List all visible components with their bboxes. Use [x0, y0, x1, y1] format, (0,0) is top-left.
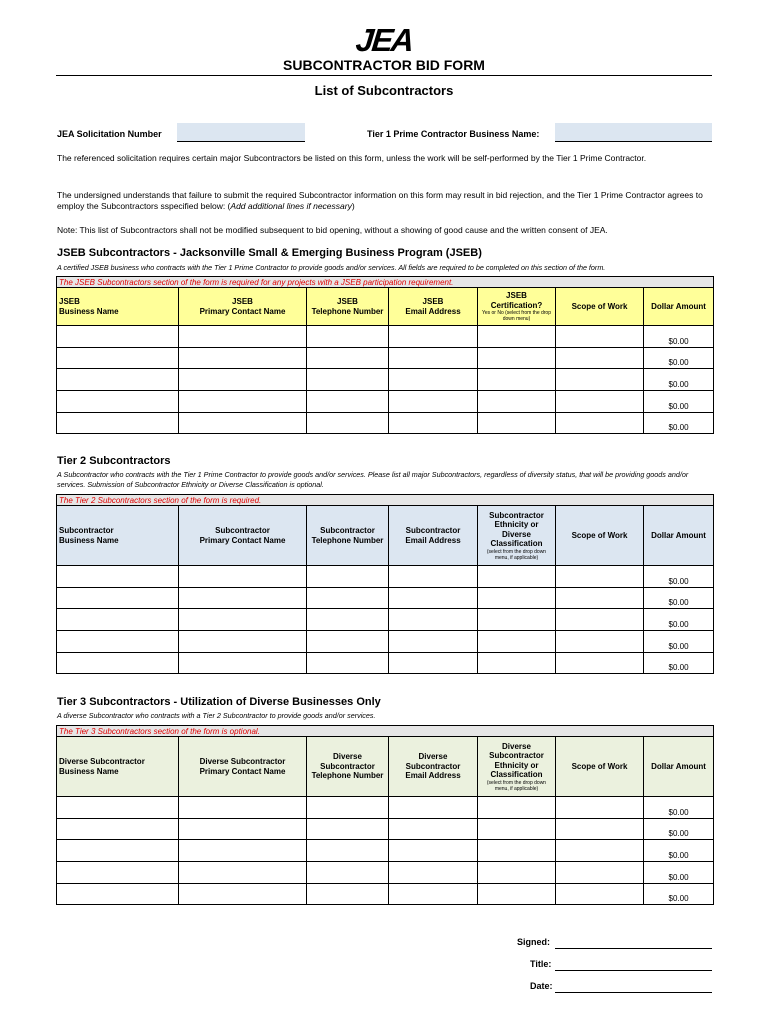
solicitation-number-label: JEA Solicitation Number	[57, 129, 162, 139]
table-row	[57, 369, 714, 391]
jseb-col-telephone: JSEB Telephone Number	[307, 288, 389, 326]
dollar-amount-cell[interactable]: $0.00	[644, 631, 714, 653]
jseb-col-amount: Dollar Amount	[644, 288, 714, 326]
tier2-requirement-note: The Tier 2 Subcontractors section of the form is required.	[57, 495, 714, 506]
date-line[interactable]	[555, 992, 712, 993]
jseb-table	[56, 276, 714, 434]
bid-rejection-paragraph: The undersigned understands that failure to submit the required Subcontractor information on this form may result in bid rejection, and the Tier 1 Prime Contractor agrees to employ the Subcontractors sspecified below: (Add additional lines if necessary)	[57, 190, 703, 211]
table-row	[57, 862, 714, 884]
jea-logo: JEA	[354, 22, 415, 58]
dollar-amount-cell[interactable]: $0.00	[644, 818, 714, 840]
table-row	[57, 566, 714, 588]
dollar-amount-cell[interactable]: $0.00	[644, 412, 714, 434]
tier3-col-contact-name: Diverse Subcontractor Primary Contact Name	[179, 737, 307, 797]
tier3-section-title: Tier 3 Subcontractors - Utilization of Diverse Businesses Only	[57, 696, 381, 708]
title-line[interactable]	[555, 970, 712, 971]
tier2-col-scope: Scope of Work	[556, 506, 644, 566]
tier2-col-contact-name: Subcontractor Primary Contact Name	[179, 506, 307, 566]
dollar-amount-cell[interactable]: $0.00	[644, 883, 714, 905]
dollar-amount-cell[interactable]: $0.00	[644, 326, 714, 348]
dollar-amount-cell[interactable]: $0.00	[644, 609, 714, 631]
table-row	[57, 818, 714, 840]
tier3-col-business-name: Diverse Subcontractor Business Name	[57, 737, 179, 797]
table-row	[57, 652, 714, 674]
jseb-section-title: JSEB Subcontractors - Jacksonville Small & Emerging Business Program (JSEB)	[57, 247, 482, 259]
dollar-amount-cell[interactable]: $0.00	[644, 369, 714, 391]
date-label: Date:	[530, 981, 553, 991]
table-row	[57, 347, 714, 369]
tier3-col-scope: Scope of Work	[556, 737, 644, 797]
intro-paragraph: The referenced solicitation requires certain major Subcontractors be listed on this form, unless the work will be self-performed by the Tier 1 Prime Contractor.	[57, 153, 647, 163]
tier2-col-ethnicity: Subcontractor Ethnicity or Diverse Classification (select from the drop down menu, if applicable)	[478, 506, 556, 566]
tier2-section-title: Tier 2 Subcontractors	[57, 455, 171, 467]
table-row	[57, 609, 714, 631]
jseb-section-desc: A certified JSEB business who contracts with the Tier 1 Prime Contractor to provide goods and/or services. All fields are required to be completed on this section of the form.	[57, 263, 606, 272]
dollar-amount-cell[interactable]: $0.00	[644, 566, 714, 588]
dollar-amount-cell[interactable]: $0.00	[644, 652, 714, 674]
table-row	[57, 631, 714, 653]
jseb-col-business-name: JSEB Business Name	[57, 288, 179, 326]
jseb-requirement-note: The JSEB Subcontractors section of the form is required for any projects with a JSEB participation requirement.	[57, 277, 714, 288]
table-row	[57, 326, 714, 348]
tier3-table	[56, 725, 714, 905]
dollar-amount-cell[interactable]: $0.00	[644, 862, 714, 884]
prime-contractor-field[interactable]	[555, 123, 712, 142]
jseb-col-contact-name: JSEB Primary Contact Name	[179, 288, 307, 326]
dollar-amount-cell[interactable]: $0.00	[644, 347, 714, 369]
tier2-col-telephone: Subcontractor Telephone Number	[307, 506, 389, 566]
table-row	[57, 587, 714, 609]
table-row	[57, 391, 714, 413]
tier3-col-amount: Dollar Amount	[644, 737, 714, 797]
tier3-section-desc: A diverse Subcontractor who contracts with a Tier 2 Subcontractor to provide goods and/or services.	[57, 711, 376, 720]
signed-line[interactable]	[555, 948, 712, 949]
table-row	[57, 412, 714, 434]
tier2-col-business-name: Subcontractor Business Name	[57, 506, 179, 566]
tier2-col-email: Subcontractor Email Address	[389, 506, 478, 566]
jseb-col-email: JSEB Email Address	[389, 288, 478, 326]
dollar-amount-cell[interactable]: $0.00	[644, 797, 714, 819]
dollar-amount-cell[interactable]: $0.00	[644, 840, 714, 862]
dollar-amount-cell[interactable]: $0.00	[644, 391, 714, 413]
dollar-amount-cell[interactable]: $0.00	[644, 587, 714, 609]
title-label: Title:	[530, 959, 552, 969]
signed-label: Signed:	[517, 937, 550, 947]
form-title: SUBCONTRACTOR BID FORM	[283, 57, 485, 73]
jseb-col-certification: JSEB Certification? Yes or No (select from the drop down menu)	[478, 288, 556, 326]
table-row	[57, 797, 714, 819]
table-row	[57, 883, 714, 905]
tier2-col-amount: Dollar Amount	[644, 506, 714, 566]
tier2-section-desc: A Subcontractor who contracts with the Tier 1 Prime Contractor to provide goods and/or services. Please list all major Subcontractors, regardless of diversity status, that will be providing goods and/or services. Submission of Subcontractor Ethnicity or Diverse Classification is optional.	[57, 470, 689, 489]
form-subtitle: List of Subcontractors	[314, 83, 454, 98]
prime-contractor-label: Tier 1 Prime Contractor Business Name:	[367, 129, 540, 139]
solicitation-number-field[interactable]	[177, 123, 305, 142]
tier3-col-email: Diverse Subcontractor Email Address	[389, 737, 478, 797]
tier3-col-ethnicity: Diverse Subcontractor Ethnicity or Classification (select from the drop down menu, if applicable)	[478, 737, 556, 797]
table-row	[57, 840, 714, 862]
jseb-col-scope: Scope of Work	[556, 288, 644, 326]
modification-note: Note: This list of Subcontractors shall not be modified subsequent to bid opening, without a showing of good cause and the written consent of JEA.	[57, 225, 608, 235]
title-divider	[56, 75, 712, 76]
tier3-requirement-note: The Tier 3 Subcontractors section of the form is optional.	[57, 726, 714, 737]
tier3-col-telephone: Diverse Subcontractor Telephone Number	[307, 737, 389, 797]
tier2-table	[56, 494, 714, 674]
